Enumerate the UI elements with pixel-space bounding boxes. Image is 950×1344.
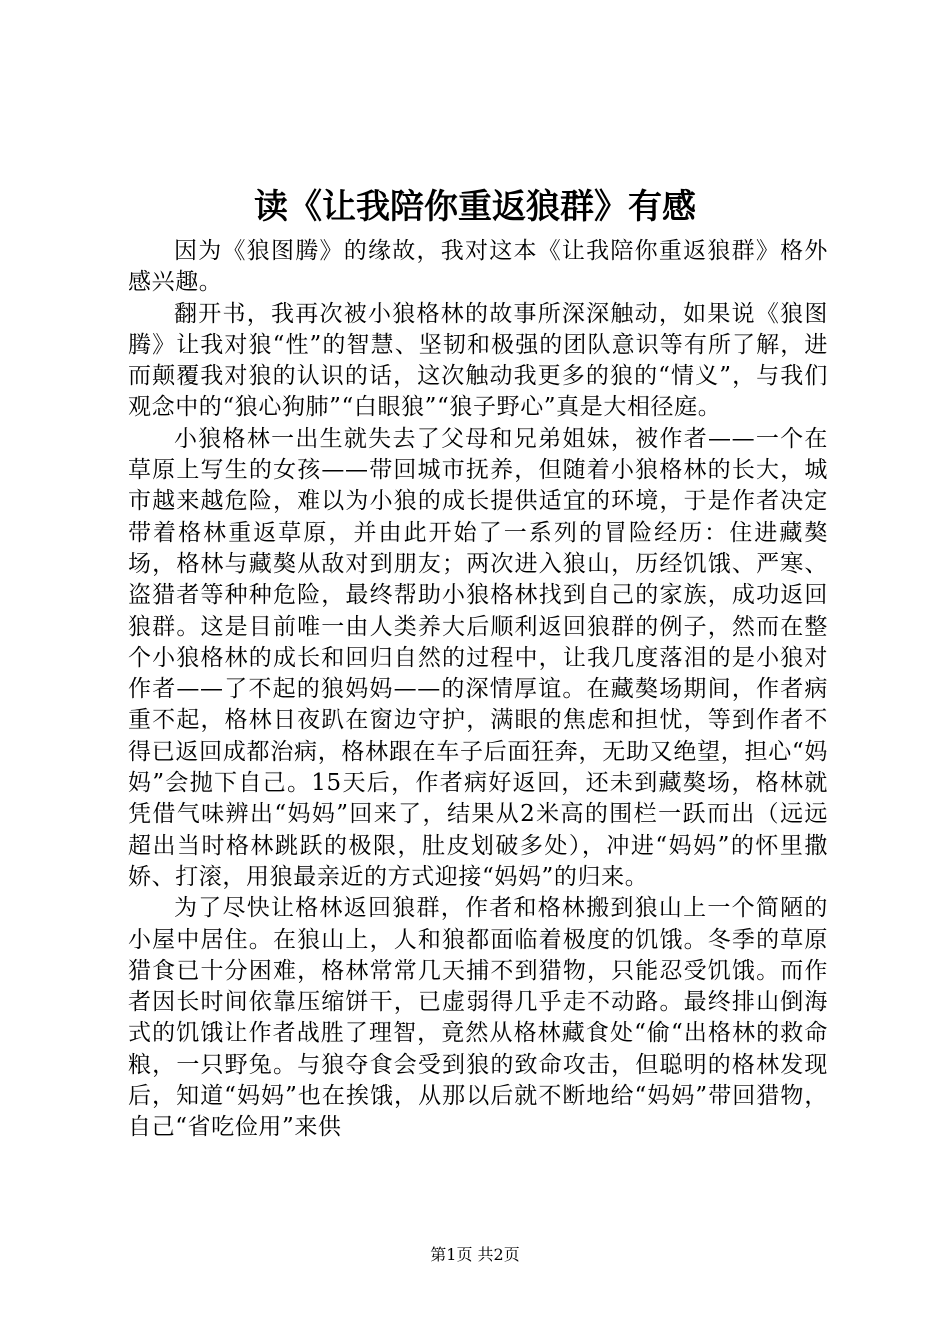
body-paragraph: 因为《狼图腾》的缘故，我对这本《让我陪你重返狼群》格外感兴趣。: [128, 238, 828, 296]
document-body: [128, 236, 828, 1144]
body-paragraph: 小狼格林一出生就失去了父母和兄弟姐妹，被作者——一个在草原上写生的女孩——带回城市抚养，但随着小狼格林的长大，城市越来越危险，难以为小狼的成长提供适宜的环境，于是作者决定带着格林重返草原，并由此开始了一系列的冒险经历：住进藏獒场，格林与藏獒从敌对到朋友；两次进入狼山，历经饥饿、严寒、盗猎者等种种危险，最终帮助小狼格林找到自己的家族，成功返回狼群。这是目前唯一由人类养大后顺利返回狼群的例子，然而在整个小狼格林的成长和回归自然的过程中，让我几度落泪的是小狼对作者——了不起的狼妈妈——的深情厚谊。在藏獒场期间，作者病重不起，格林日夜趴在窗边守护，满眼的焦虑和担忧，等到作者不得已返回成都治病，格林跟在车子后面狂奔，无助又绝望，担心“妈妈”会抛下自己。15天后，作者病好返回，还未到藏獒场，格林就凭借气味辨出“妈妈”回来了，结果从2米高的围栏一跃而出（远远超出当时格林跳跃的极限，肚皮划破多处），冲进“妈妈”的怀里撒娇、打滚，用狼最亲近的方式迎接“妈妈”的归来。: [128, 425, 828, 890]
body-paragraph: 翻开书，我再次被小狼格林的故事所深深触动，如果说《狼图腾》让我对狼“性”的智慧、坚韧和极强的团队意识等有所了解，进而颠覆我对狼的认识的话，这次触动我更多的狼的“情义”，与我们观念中的“狼心狗肺”“白眼狼”“狼子野心”真是大相径庭。: [128, 300, 828, 421]
page-number-footer: 第1页 共2页: [430, 1245, 520, 1264]
document-title: 读《让我陪你重返狼群》有感: [254, 187, 696, 227]
body-paragraph: 为了尽快让格林返回狼群，作者和格林搬到狼山上一个简陋的小屋中居住。在狼山上，人和狼都面临着极度的饥饿。冬季的草原猎食已十分困难，格林常常几天捕不到猎物，只能忍受饥饿。而作者因长时间依靠压缩饼干，已虚弱得几乎走不动路。最终排山倒海式的饥饿让作者战胜了理智，竟然从格林藏食处“偷“出格林的救命粮，一只野兔。与狼夺食会受到狼的致命攻击，但聪明的格林发现后，知道“妈妈”也在挨饿，从那以后就不断地给“妈妈”带回猎物，自己“省吃俭用”来供: [128, 895, 828, 1141]
